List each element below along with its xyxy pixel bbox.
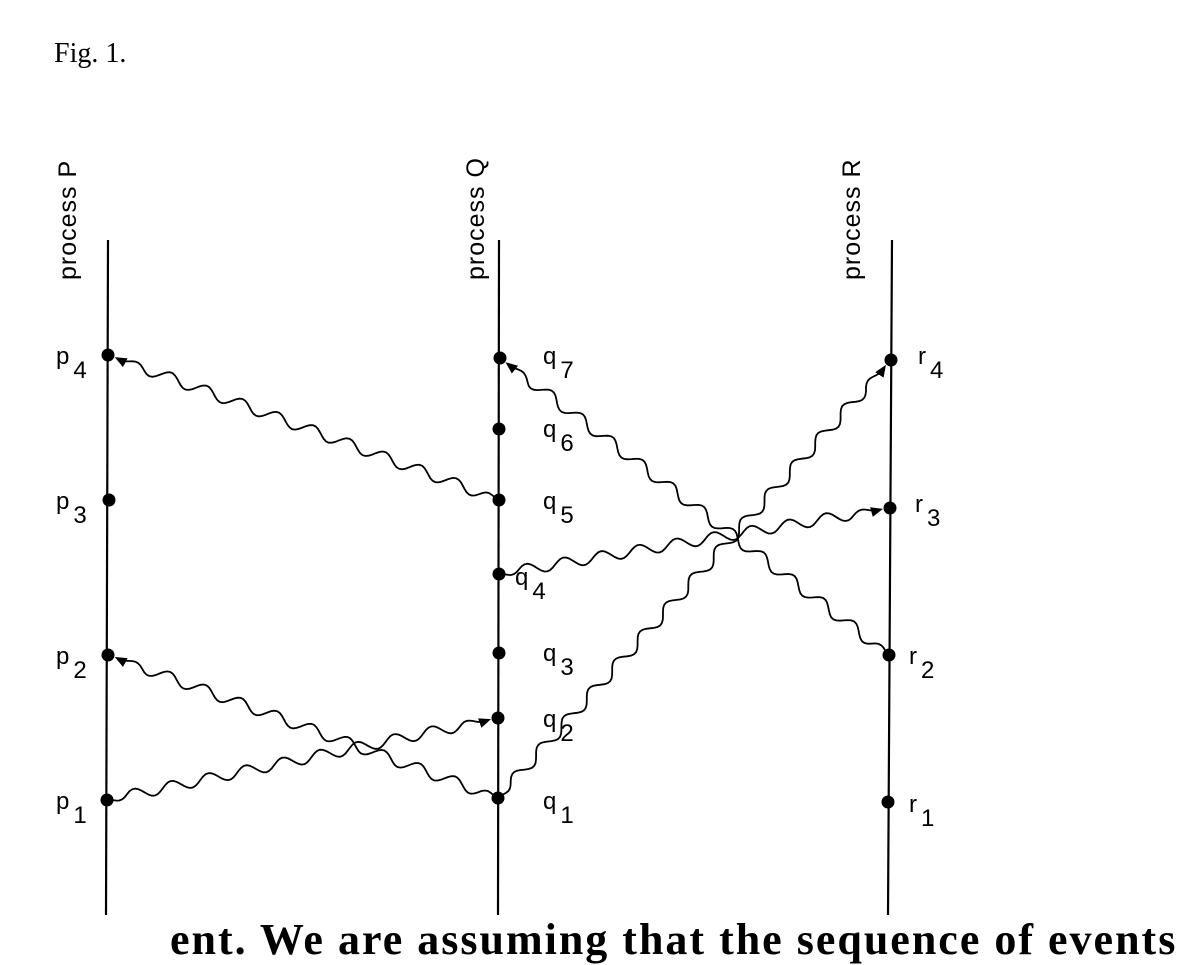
event-label-index: 3 xyxy=(73,502,87,529)
event-label-index: 1 xyxy=(921,805,935,832)
process-p-line xyxy=(106,240,108,915)
event-label-index: 2 xyxy=(73,657,87,684)
event-label-letter: r xyxy=(909,791,917,818)
event-dot-r2 xyxy=(883,649,896,662)
event-label-p1 xyxy=(56,790,87,828)
event-label-letter: q xyxy=(543,343,557,370)
event-label-index: 3 xyxy=(927,505,941,532)
event-dot-p3 xyxy=(103,494,116,507)
event-label-r3 xyxy=(915,493,940,531)
event-label-index: 1 xyxy=(560,802,574,829)
event-label-q3 xyxy=(543,642,574,680)
event-label-letter: p xyxy=(56,788,70,815)
event-label-letter: r xyxy=(915,491,923,518)
event-label-letter: r xyxy=(918,343,926,370)
message-q5-to-p4 xyxy=(117,359,499,501)
event-dot-r3 xyxy=(884,502,897,515)
event-dot-q4 xyxy=(493,568,506,581)
event-label-q2 xyxy=(543,708,574,746)
event-label-index: 1 xyxy=(73,802,87,829)
event-dot-r4 xyxy=(885,354,898,367)
event-label-q1 xyxy=(543,790,574,828)
event-label-index: 5 xyxy=(560,502,574,529)
event-label-r4 xyxy=(918,345,943,383)
body-text-line: ent. We are assuming that the sequence of events xyxy=(170,915,1177,964)
event-label-letter: q xyxy=(543,416,557,443)
event-label-index: 4 xyxy=(930,357,944,384)
event-dot-q7 xyxy=(494,352,507,365)
event-label-index: 7 xyxy=(560,357,574,384)
cropped-body-text xyxy=(0,910,1177,964)
event-label-q4 xyxy=(515,566,546,604)
event-label-letter: p xyxy=(56,488,70,515)
event-label-letter: q xyxy=(515,564,529,591)
event-dot-q6 xyxy=(493,423,506,436)
process-q-label: process Q xyxy=(462,157,490,280)
event-label-letter: q xyxy=(543,706,557,733)
event-label-index: 4 xyxy=(532,578,546,605)
process-p-label: process P xyxy=(54,159,82,280)
event-dot-q3 xyxy=(493,647,506,660)
event-dot-p1 xyxy=(101,794,114,807)
event-label-letter: q xyxy=(543,640,557,667)
event-label-index: 3 xyxy=(560,654,574,681)
event-label-r1 xyxy=(909,793,934,831)
event-label-index: 4 xyxy=(73,357,87,384)
event-label-q7 xyxy=(543,345,574,383)
event-label-letter: p xyxy=(56,643,70,670)
event-label-index: 2 xyxy=(921,657,935,684)
event-dot-q2 xyxy=(492,712,505,725)
message-p1-to-q2 xyxy=(107,720,488,801)
event-label-p2 xyxy=(56,645,87,683)
event-label-letter: r xyxy=(909,643,917,670)
event-label-r2 xyxy=(909,645,934,683)
event-label-p3 xyxy=(56,490,87,528)
event-dot-p4 xyxy=(102,349,115,362)
event-label-letter: p xyxy=(56,343,70,370)
event-label-letter: q xyxy=(543,788,557,815)
event-dot-p2 xyxy=(102,649,115,662)
event-label-p4 xyxy=(56,345,87,383)
figure-title: Fig. 1. xyxy=(54,38,127,69)
event-label-index: 2 xyxy=(560,720,574,747)
event-dot-q5 xyxy=(493,494,506,507)
process-r-line xyxy=(888,240,892,915)
event-label-q5 xyxy=(543,490,574,528)
event-label-index: 6 xyxy=(560,430,574,457)
event-label-letter: q xyxy=(543,488,557,515)
process-r-label: process R xyxy=(838,158,866,280)
event-dot-q1 xyxy=(492,792,505,805)
event-label-q6 xyxy=(543,418,574,456)
event-dot-r1 xyxy=(882,796,895,809)
message-q1-to-p2 xyxy=(117,658,498,798)
